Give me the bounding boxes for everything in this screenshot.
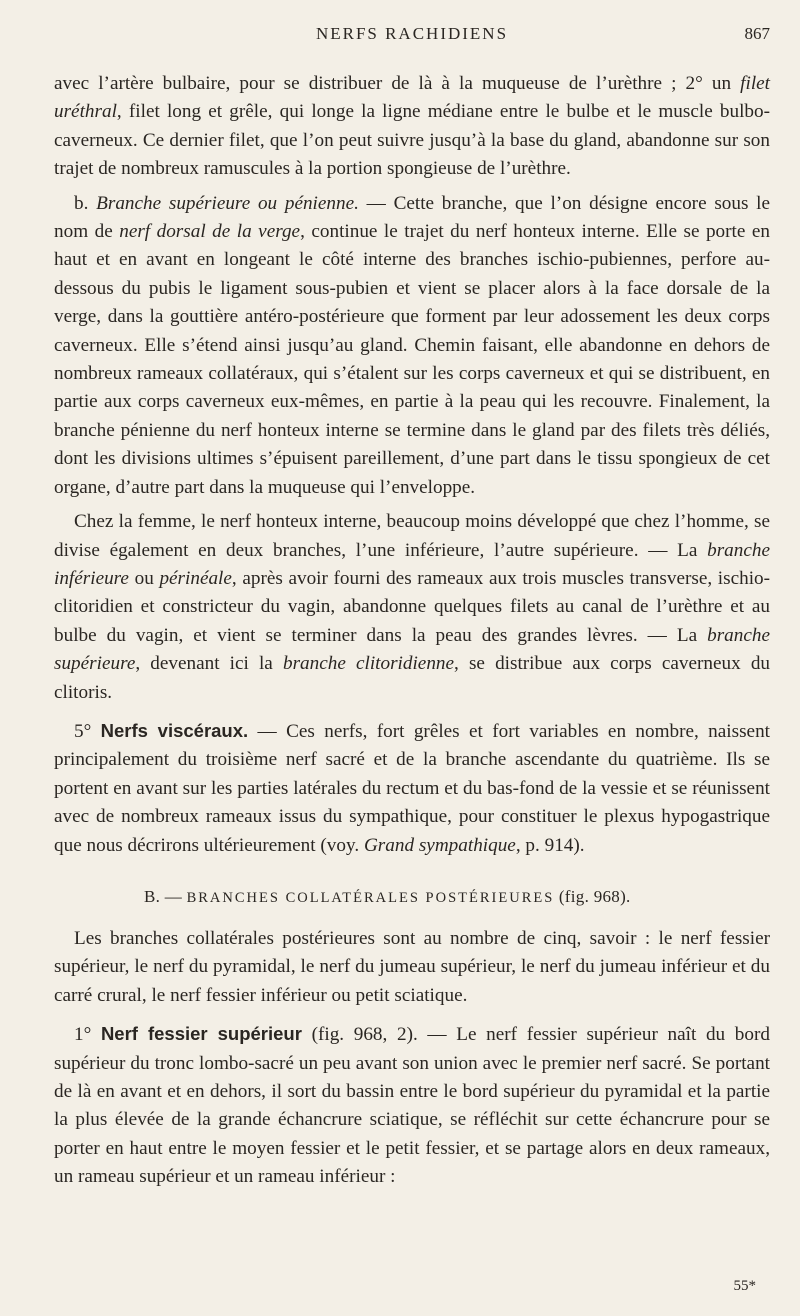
term-perineale: périnéale xyxy=(159,567,232,589)
term-branche-clitoridienne: branche clitoridienne xyxy=(282,653,455,675)
heading-nerf-fessier-superieur: Nerf fessier supérieur xyxy=(100,1023,302,1045)
paragraph-urethral-filet: avec l’artère bulbaire, pour se distribuer de là à la muqueuse de l’urèthre ; 2° un filet uréthral, filet long et grêle, qui longe la ligne médiane entre le bulbe et le muscle bulbo-caverneux. Ce dernier filet, que l’on peut suivre jusqu’à la base du gland, abandonne sur son trajet de nombreux ramuscules à la portion spongieuse de l’urèthre. xyxy=(54,73,770,180)
section-heading-branches-posterieures: B. — BRANCHES COLLATÉRALES POSTÉRIEURES (fig. 968). xyxy=(144,886,631,906)
paragraph-chez-la-femme: Chez la femme, le nerf honteux interne, beaucoup moins développé que chez l’homme, se divise également en deux branches, l’une inférieure, l’autre supérieure. — La branche inférieure ou périnéale, après avoir fourni des rameaux aux trois muscles transverse, ischio-clitoridien et constricteur du vagin, abandonne quelques filets au canal de l’urèthre et au bulbe du vagin, et vient se terminer dans la peau des grandes lèvres. — La branche supérieure, devenant ici la branche clitoridienne, se distribue aux corps caverneux du clitoris. xyxy=(54,511,771,703)
paragraph-branche-superieure: b. Branche supérieure ou pénienne. — Cette branche, que l’on désigne encore sous le nom de nerf dorsal de la verge, continue le trajet du nerf honteux interne. Elle se porte en haut et en avant en longeant le côté interne des branches ischio-pubiennes, perfore au-dessous du pubis le ligament sous-pubien et vient se placer alors à la face dorsale de la verge, dans la gouttière antéro-postérieure que forment par leur adossement les deux corps caverneux. Elle s’étend ainsi jusqu’au gland. Chemin faisant, elle abandonne en dehors de nombreux rameaux collatéraux, qui s’étalent sur les corps caverneux et qui se distribuent, en partie aux corps caverneux eux-mêmes, en partie à la peau qui les recouvre. Finalement, la branche pénienne du nerf honteux interne se termine dans le gland par des filets très déliés, dont les divisions ultimes s’épuisent pareillement, d’une part dans le tissu spongieux de cet organe, d’autre part dans la muqueuse qui l’enveloppe. xyxy=(54,192,771,498)
term-branche-superieure: Branche supérieure ou pénienne. xyxy=(96,192,359,214)
paragraph-branches-posterieures: Les branches collatérales postérieures sont au nombre de cinq, savoir : le nerf fessier supérieur, le nerf du pyramidal, le nerf du jumeau supérieur, le nerf du jumeau inférieur et du carré crural, le nerf fessier inférieur ou petit sciatique. xyxy=(54,927,770,1006)
term-nerf-dorsal: nerf dorsal de la verge xyxy=(119,221,301,243)
paragraph-nerf-fessier-superieur: 1° Nerf fessier supérieur (fig. 968, 2). — Le nerf fessier supérieur naît du bord supérieur du tronc lombo-sacré un peu avant son union avec le premier nerf sacré. Se portant de là en avant et en dehors, il sort du bassin entre le bord supérieur du pyramidal et la partie la plus élevée de la grande échancrure sciatique, se réfléchit sur cette échancrure pour se porter en haut entre le moyen fessier et le petit fessier, et se partage alors en deux rameaux, un rameau supérieur et un rameau inférieur : xyxy=(54,1023,770,1188)
term-grand-sympathique: Grand sympathique xyxy=(363,834,516,856)
signature-mark: 55* xyxy=(733,1278,756,1294)
term-filet-urethral: filet uréthral xyxy=(54,73,770,123)
running-header xyxy=(54,0,770,64)
term-branche-superieure-femme: branche supérieure xyxy=(54,624,770,675)
page-number: 867 xyxy=(744,24,770,43)
heading-nerfs-visceraux: Nerfs viscéraux. xyxy=(100,719,249,741)
term-branche-inferieure: branche inférieure xyxy=(54,539,770,589)
section-title: BRANCHES COLLATÉRALES POSTÉRIEURES xyxy=(186,889,555,906)
running-title: NERFS RACHIDIENS xyxy=(315,24,509,43)
paragraph-nerfs-visceraux: 5° Nerfs viscéraux. — Ces nerfs, fort grêles et fort variables en nombre, naissent principalement du troisième nerf sacré et de la branche ascendante du quatrième. Ils se portent en avant sur les parties latérales du rectum et du bas-fond de la vessie et se réunissent avec de nombreux rameaux issus du sympathique, pour constituer le plexus hypogastrique que nous décrirons ultérieurement (voy. Grand sympathique, p. 914). xyxy=(54,719,770,856)
body-text xyxy=(54,70,770,1192)
